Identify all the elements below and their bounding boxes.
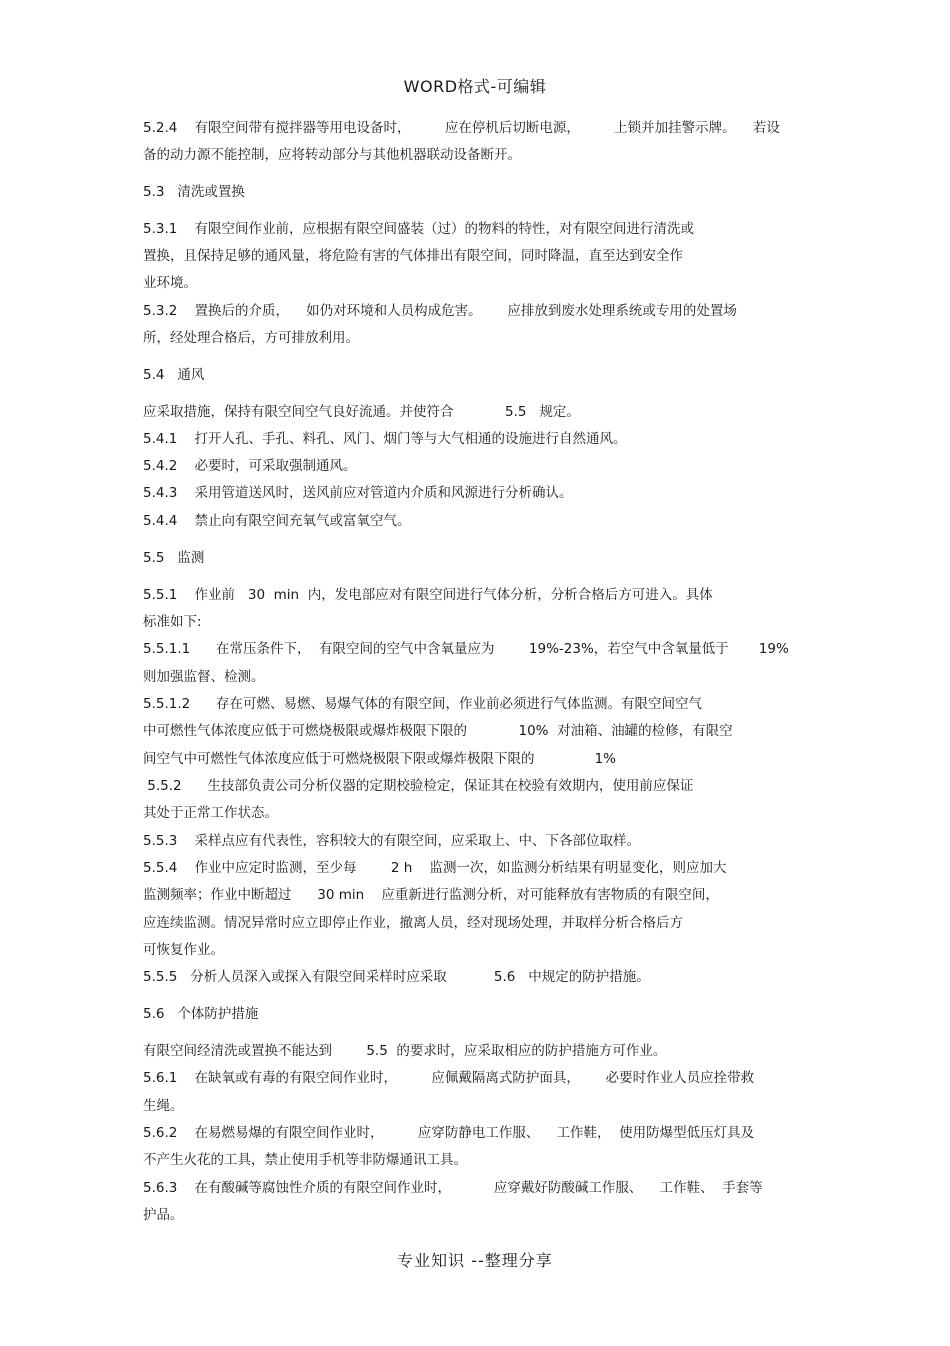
text-line: 5.6.2 在易燃易爆的有限空间作业时， 应穿防静电工作服、 工作鞋， 使用防爆型低压灯具及 — [143, 1125, 755, 1141]
text-line: 间空气中可燃性气体浓度应低于可燃烧极限下限或爆炸极限下限的 1% — [143, 751, 616, 767]
text-line: 则加强监督、检测。 — [143, 669, 265, 685]
text-line: 其处于正常工作状态。 — [143, 805, 278, 821]
text-line: 5.4.3 采用管道送风时，送风前应对管道内介质和风源进行分析确认。 — [143, 485, 573, 501]
text-line: 5.3.1 有限空间作业前，应根据有限空间盛装（过）的物料的特性，对有限空间进行清洗或 — [143, 221, 695, 237]
text-line: 5.5.5 分析人员深入或探入有限空间采样时应采取 5.6 中规定的防护措施。 — [143, 969, 650, 985]
text-line: 不产生火花的工具，禁止使用手机等非防爆通讯工具。 — [143, 1152, 467, 1168]
text-line: 应采取措施，保持有限空间空气良好流通。并使符合 5.5 规定。 — [143, 404, 580, 420]
text-line: 有限空间经清洗或置换不能达到 5.5 的要求时，应采取相应的防护措施方可作业。 — [143, 1043, 667, 1059]
text-line: 监测频率；作业中断超过 30 min 应重新进行监测分析，对可能释放有害物质的有限空间， — [143, 887, 719, 903]
text-line: 业环境。 — [143, 275, 197, 291]
text-line: 5.5.3 采样点应有代表性，容积较大的有限空间，应采取上、中、下各部位取样。 — [143, 833, 641, 849]
text-line: 护品。 — [143, 1207, 184, 1223]
text-line: 所，经处理合格后，方可排放利用。 — [143, 330, 359, 346]
text-line: 置换，且保持足够的通风量，将危险有害的气体排出有限空间，同时降温，直至达到安全作 — [143, 248, 683, 264]
section-heading: 5.6 个体防护措施 — [143, 1006, 259, 1022]
text-line: 可恢复作业。 — [143, 942, 224, 958]
section-heading: 5.4 通风 — [143, 367, 205, 383]
page-footer: 专业知识 --整理分享 — [397, 1251, 553, 1270]
text-line: 5.4.2 必要时，可采取强制通风。 — [143, 458, 357, 474]
section-heading: 5.3 清洗或置换 — [143, 184, 245, 200]
text-line: 5.6.1 在缺氧或有毒的有限空间作业时， 应佩戴隔离式防护面具， 必要时作业人员应拴带救 — [143, 1070, 755, 1086]
text-line: 备的动力源不能控制，应将转动部分与其他机器联动设备断开。 — [143, 147, 521, 163]
text-line: 5.5.1.1 在常压条件下， 有限空间的空气中含氧量应为 19%-23%，若空气中含氧量低于 19% — [143, 641, 789, 657]
text-line: 生绳。 — [143, 1098, 184, 1114]
text-line: 5.2.4 有限空间带有搅拌器等用电设备时， 应在停机后切断电源， 上锁并加挂警示牌。 若设 — [143, 120, 780, 136]
text-line: 应连续监测。情况异常时应立即停止作业，撤离人员，经对现场处理，并取样分析合格后方 — [143, 915, 683, 931]
text-line: 5.5.1.2 存在可燃、易燃、易爆气体的有限空间，作业前必须进行气体监测。有限空间空气 — [143, 696, 702, 712]
text-line: 5.4.4 禁止向有限空间充氧气或富氧空气。 — [143, 513, 411, 529]
text-line: 5.5.4 作业中应定时监测，至少每 2 h 监测一次，如监测分析结果有明显变化，则应加大 — [143, 860, 727, 876]
text-line: 5.6.3 在有酸碱等腐蚀性介质的有限空间作业时， 应穿戴好防酸碱工作服、 工作鞋、 手套等 — [143, 1180, 763, 1196]
text-line: 5.3.2 置换后的介质， 如仍对环境和人员构成危害。 应排放到废水处理系统或专用的处置场 — [143, 303, 737, 319]
section-heading: 5.5 监测 — [143, 550, 205, 566]
page-header: WORD格式-可编辑 — [403, 77, 547, 96]
text-line: 5.5.1 作业前 30 min 内，发电部应对有限空间进行气体分析，分析合格后方可进入。具体 — [143, 587, 713, 603]
text-line: 标准如下: — [143, 614, 202, 630]
text-line: 中可燃性气体浓度应低于可燃烧极限或爆炸极限下限的 10% 对油箱、油罐的检修，有限空 — [143, 723, 733, 739]
text-line: 5.5.2 生技部负责公司分析仪器的定期校验检定，保证其在校验有效期内，使用前应保证 — [143, 778, 694, 794]
text-line: 5.4.1 打开人孔、手孔、料孔、风门、烟门等与大气相通的设施进行自然通风。 — [143, 431, 627, 447]
